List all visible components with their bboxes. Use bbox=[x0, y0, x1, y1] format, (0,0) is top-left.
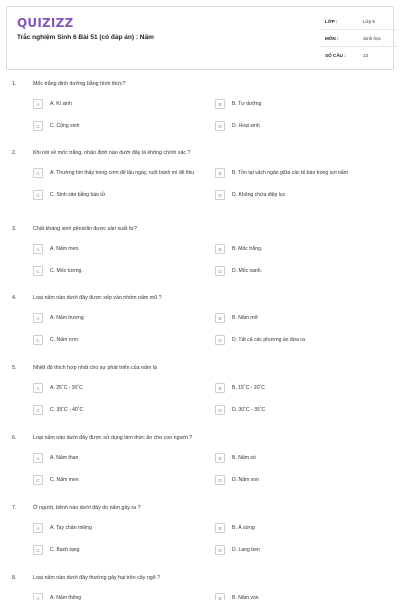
option-letter-badge: C bbox=[33, 475, 43, 485]
answer-option[interactable] bbox=[215, 522, 400, 534]
answer-option[interactable] bbox=[215, 334, 400, 346]
worksheet-header bbox=[6, 6, 394, 70]
question-number: 3. bbox=[12, 226, 17, 232]
answer-option[interactable] bbox=[33, 167, 200, 179]
option-letter-badge: C bbox=[33, 121, 43, 131]
option-letter-badge: B bbox=[215, 453, 225, 463]
question-text: Ở người, bệnh nào dưới đây do nấm gây ra ? bbox=[33, 505, 141, 511]
option-text: C. Nấm rơm bbox=[50, 336, 78, 343]
meta-value: Lớp 6 bbox=[363, 19, 375, 24]
answer-option[interactable] bbox=[215, 474, 400, 486]
answer-option[interactable] bbox=[33, 382, 200, 394]
answer-option[interactable] bbox=[33, 189, 200, 201]
option-text: D. 30˚C - 35˚C bbox=[232, 406, 266, 413]
answer-option[interactable] bbox=[33, 592, 200, 600]
meta-subject bbox=[321, 34, 397, 47]
option-letter-badge: B bbox=[215, 593, 225, 600]
question-number: 6. bbox=[12, 435, 17, 441]
option-text: B. 15˚C - 20˚C bbox=[232, 384, 265, 391]
option-letter-badge: B bbox=[215, 244, 225, 254]
answer-option[interactable] bbox=[33, 243, 200, 255]
option-text: D. Nấm von bbox=[232, 476, 259, 483]
option-letter-badge: A bbox=[33, 383, 43, 393]
option-text: D. Mốc xanh. bbox=[232, 267, 263, 274]
question-text: Chất kháng sinh pênixilin được sản xuất từ? bbox=[33, 226, 137, 232]
option-letter-badge: D bbox=[215, 121, 225, 131]
option-text: B. Mốc trắng. bbox=[232, 245, 263, 252]
option-letter-badge: D bbox=[215, 405, 225, 415]
answer-option[interactable] bbox=[33, 312, 200, 324]
question-text: Loại nấm nào dưới đây được xếp vào nhóm nấm mũ ? bbox=[33, 295, 162, 301]
option-text: D. Tất cả các phương án đưa ra bbox=[232, 336, 305, 343]
option-letter-badge: A bbox=[33, 523, 43, 533]
option-text: B. Tồn tại vách ngăn giữa các tế bào trong sợi nấm bbox=[232, 169, 348, 176]
answer-option[interactable] bbox=[215, 452, 400, 464]
option-letter-badge: A bbox=[33, 99, 43, 109]
option-text: A. Nấm thông bbox=[50, 594, 82, 600]
question-text: Loại nấm nào dưới đây thường gây hại trên cây ngô ? bbox=[33, 575, 161, 581]
answer-option[interactable] bbox=[33, 474, 200, 486]
option-text: C. Bạch tạng bbox=[50, 546, 80, 553]
answer-option[interactable] bbox=[33, 98, 200, 110]
answer-option[interactable] bbox=[215, 544, 400, 556]
answer-option[interactable] bbox=[33, 120, 200, 132]
question-text: Khi nói về mốc trắng, nhận định nào dưới đây là không chính xác ? bbox=[33, 150, 191, 156]
option-text: D. Lang ben bbox=[232, 546, 260, 553]
answer-option[interactable] bbox=[215, 404, 400, 416]
answer-option[interactable] bbox=[215, 382, 400, 394]
option-letter-badge: B bbox=[215, 523, 225, 533]
question-number: 1. bbox=[12, 81, 17, 87]
answer-option[interactable] bbox=[215, 189, 400, 201]
question-text: Nhiệt độ thích hợp nhất cho sự phát triển của nấm là bbox=[33, 365, 157, 371]
meta-label: MÔN : bbox=[325, 36, 339, 41]
option-text: B. Nấm mỡ bbox=[232, 314, 258, 321]
option-letter-badge: B bbox=[215, 168, 225, 178]
option-text: A. Nấm hương bbox=[50, 314, 84, 321]
option-text: C. Mốc tương. bbox=[50, 267, 83, 274]
question-number: 7. bbox=[12, 505, 17, 511]
answer-option[interactable] bbox=[215, 120, 400, 132]
option-letter-badge: D bbox=[215, 335, 225, 345]
meta-label: SỐ CÂU : bbox=[325, 53, 346, 58]
meta-value: Sinh học bbox=[363, 36, 381, 41]
question-number: 8. bbox=[12, 575, 17, 581]
question-text: Loại nấm nào dưới đây được sử dụng làm thức ăn cho con người ? bbox=[33, 435, 193, 441]
option-letter-badge: B bbox=[215, 383, 225, 393]
option-text: A. Nấm than bbox=[50, 454, 79, 461]
answer-option[interactable] bbox=[33, 404, 200, 416]
option-text: A. Kí sinh bbox=[50, 100, 72, 107]
option-text: A. 25˚C - 30˚C bbox=[50, 384, 83, 391]
option-text: D. Hoại sinh bbox=[232, 122, 260, 129]
answer-option[interactable] bbox=[215, 243, 400, 255]
option-letter-badge: B bbox=[215, 313, 225, 323]
option-text: D. Không chứa diệp lục bbox=[232, 191, 286, 198]
option-letter-badge: A bbox=[33, 593, 43, 600]
answer-option[interactable] bbox=[215, 98, 400, 110]
answer-option[interactable] bbox=[215, 592, 400, 600]
option-letter-badge: A bbox=[33, 453, 43, 463]
option-text: C. Sinh sản bằng bào tử bbox=[50, 191, 106, 198]
option-text: B. Á sừng bbox=[232, 524, 255, 531]
option-letter-badge: A bbox=[33, 244, 43, 254]
answer-option[interactable] bbox=[215, 167, 400, 179]
answer-option[interactable] bbox=[215, 312, 400, 324]
option-text: C. Cộng sinh bbox=[50, 122, 80, 129]
option-text: C. 35˚C - 40˚C bbox=[50, 406, 84, 413]
question-number: 5. bbox=[12, 365, 17, 371]
option-letter-badge: A bbox=[33, 313, 43, 323]
option-text: B. Nấm von bbox=[232, 594, 259, 600]
option-letter-badge: C bbox=[33, 545, 43, 555]
quizizz-logo: QUIZIZZ bbox=[17, 16, 74, 30]
option-letter-badge: C bbox=[33, 266, 43, 276]
option-text: C. Nấm men bbox=[50, 476, 79, 483]
option-text: B. Nấm sò bbox=[232, 454, 256, 461]
answer-option[interactable] bbox=[33, 452, 200, 464]
option-letter-badge: B bbox=[215, 99, 225, 109]
answer-option[interactable] bbox=[215, 265, 400, 277]
option-text: A. Tay chân miệng bbox=[50, 524, 92, 531]
option-text: A. Thường tìm thấy trong cơm để lâu ngày, ruột bánh mì để thiu bbox=[50, 169, 195, 176]
question-text: Mốc trắng dinh dưỡng bằng hình thức? bbox=[33, 81, 126, 87]
meta-question-count bbox=[321, 51, 397, 64]
meta-grade bbox=[321, 17, 397, 30]
question-number: 2. bbox=[12, 150, 17, 156]
option-text: B. Tự dưỡng bbox=[232, 100, 262, 107]
option-text: A. Nấm men. bbox=[50, 245, 80, 252]
option-letter-badge: C bbox=[33, 190, 43, 200]
option-letter-badge: A bbox=[33, 168, 43, 178]
option-letter-badge: D bbox=[215, 545, 225, 555]
option-letter-badge: D bbox=[215, 266, 225, 276]
answer-option[interactable] bbox=[33, 265, 200, 277]
option-letter-badge: C bbox=[33, 335, 43, 345]
option-letter-badge: D bbox=[215, 475, 225, 485]
meta-value: 13 bbox=[363, 53, 369, 58]
answer-option[interactable] bbox=[33, 334, 200, 346]
option-letter-badge: C bbox=[33, 405, 43, 415]
answer-option[interactable] bbox=[33, 544, 200, 556]
question-number: 4. bbox=[12, 295, 17, 301]
page-title: Trắc nghiệm Sinh 6 Bài 51 (có đáp án) : Nấm bbox=[17, 34, 154, 41]
answer-option[interactable] bbox=[33, 522, 200, 534]
option-letter-badge: D bbox=[215, 190, 225, 200]
meta-label: LỚP : bbox=[325, 19, 338, 24]
